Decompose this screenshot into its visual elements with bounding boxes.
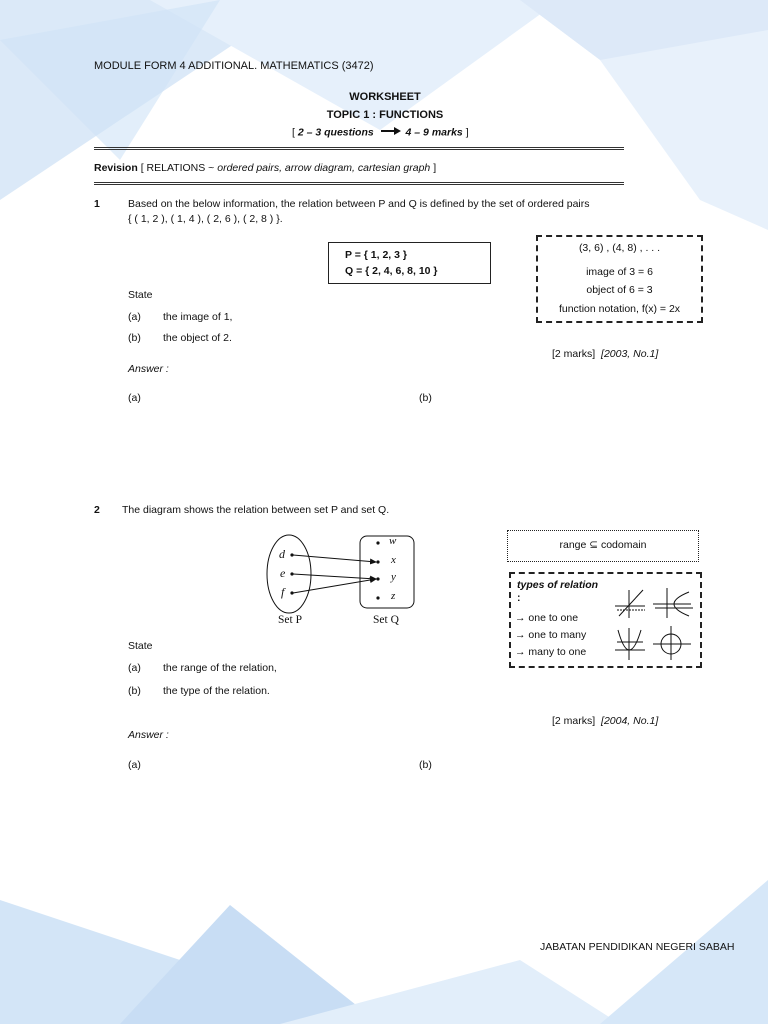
arrow-right-icon bbox=[377, 126, 403, 139]
q2-part-b-text: the type of the relation. bbox=[163, 685, 270, 697]
set-q-element-x: x bbox=[391, 554, 396, 566]
q1-hint-image: image of 3 = 6 bbox=[586, 266, 653, 278]
q2-range-box bbox=[507, 530, 699, 562]
q2-type-many-to-one: → many to one bbox=[515, 646, 587, 658]
q2-part-a-text: the range of the relation, bbox=[163, 662, 277, 674]
questions-count: 2 – 3 questions bbox=[297, 126, 374, 139]
q1-sets-box bbox=[328, 242, 491, 284]
module-title: MODULE FORM 4 ADDITIONAL. MATHEMATICS (3472) bbox=[94, 60, 374, 72]
arrow-d-x bbox=[293, 555, 376, 562]
set-q-box bbox=[360, 536, 414, 608]
q1-part-a-text: the image of 1, bbox=[163, 311, 233, 323]
q2-types-box: types of relation : → one to one → one to many → many to one bbox=[509, 572, 702, 668]
q1-hint-object: object of 6 = 3 bbox=[586, 284, 653, 296]
set-p-element-d: d bbox=[279, 547, 285, 561]
q1-hint-notation: function notation, f(x) = 2x bbox=[558, 303, 681, 315]
q2-intro: The diagram shows the relation between set P and set Q. bbox=[122, 504, 390, 516]
q1-part-a-label: (a) bbox=[128, 311, 141, 323]
q2-answer-b: (b) bbox=[419, 759, 432, 771]
worksheet-title: WORKSHEET bbox=[349, 91, 421, 103]
arrow-f-y bbox=[293, 579, 376, 593]
q1-set-q: Q = { 2, 4, 6, 8, 10 } bbox=[345, 265, 438, 277]
q1-text-line2: { ( 1, 2 ), ( 1, 4 ), ( 2, 6 ), ( 2, 8 ) }. bbox=[128, 213, 283, 225]
topic-title: TOPIC 1 : FUNCTIONS bbox=[326, 109, 444, 121]
q2-type-one-to-many: → one to many bbox=[515, 629, 587, 641]
divider-bottom bbox=[94, 182, 624, 185]
q2-number: 2 bbox=[94, 504, 100, 516]
divider-top bbox=[94, 147, 624, 150]
graph-many-to-many-icon bbox=[653, 626, 691, 660]
q1-answer-b: (b) bbox=[419, 392, 432, 404]
q2-range-text: range ⊆ codomain bbox=[559, 539, 647, 551]
q1-hint-pairs: (3, 6) , (4, 8) , . . . bbox=[578, 242, 661, 254]
set-p-label: Set P bbox=[278, 614, 302, 626]
q1-answer-a: (a) bbox=[128, 392, 141, 404]
q2-type-one-to-one: → one to one bbox=[515, 612, 579, 624]
set-p-ellipse bbox=[267, 535, 311, 613]
q1-hint-box bbox=[536, 235, 703, 323]
question-range: [ 2 – 3 questions 4 – 9 marks ] bbox=[292, 126, 469, 139]
q1-set-p: P = { 1, 2, 3 } bbox=[345, 249, 407, 261]
set-q-element-w: w bbox=[389, 535, 397, 547]
graph-many-to-one-icon bbox=[615, 628, 645, 660]
set-p-element-e: e bbox=[280, 566, 286, 580]
q2-part-a-label: (a) bbox=[128, 662, 141, 674]
set-p-element-f: f bbox=[281, 585, 285, 599]
set-q-element-y: y bbox=[391, 571, 396, 583]
q1-text-line1: Based on the below information, the relation between P and Q is defined by the set of ordered pairs bbox=[128, 198, 590, 210]
q2-answer-a: (a) bbox=[128, 759, 141, 771]
q2-answer-label: Answer : bbox=[128, 729, 169, 741]
q2-marks: [2 marks] [2004, No.1] bbox=[552, 715, 659, 727]
q2-part-b-label: (b) bbox=[128, 685, 141, 697]
graph-one-to-one-icon bbox=[615, 590, 645, 618]
q1-state: State bbox=[128, 289, 153, 301]
set-q-label: Set Q bbox=[373, 614, 399, 626]
q2-types-title: types of relation bbox=[517, 579, 599, 591]
q2-state: State bbox=[128, 640, 153, 652]
q1-answer-label: Answer : bbox=[128, 363, 169, 375]
q1-part-b-text: the object of 2. bbox=[163, 332, 232, 344]
revision-line: Revision [ RELATIONS ~ ordered pairs, arrow diagram, cartesian graph ] bbox=[94, 162, 437, 174]
q1-part-b-label: (b) bbox=[128, 332, 141, 344]
graph-one-to-many-icon bbox=[653, 588, 693, 618]
q1-number: 1 bbox=[94, 198, 100, 210]
q1-marks: [2 marks] [2003, No.1] bbox=[552, 348, 659, 360]
footer-organization: JABATAN PENDIDIKAN NEGERI SABAH bbox=[540, 941, 735, 953]
set-q-element-z: z bbox=[391, 590, 396, 602]
arrow-e-y bbox=[293, 574, 376, 579]
relation-graph-sketches bbox=[615, 584, 695, 662]
marks-count: 4 – 9 marks bbox=[405, 126, 463, 139]
